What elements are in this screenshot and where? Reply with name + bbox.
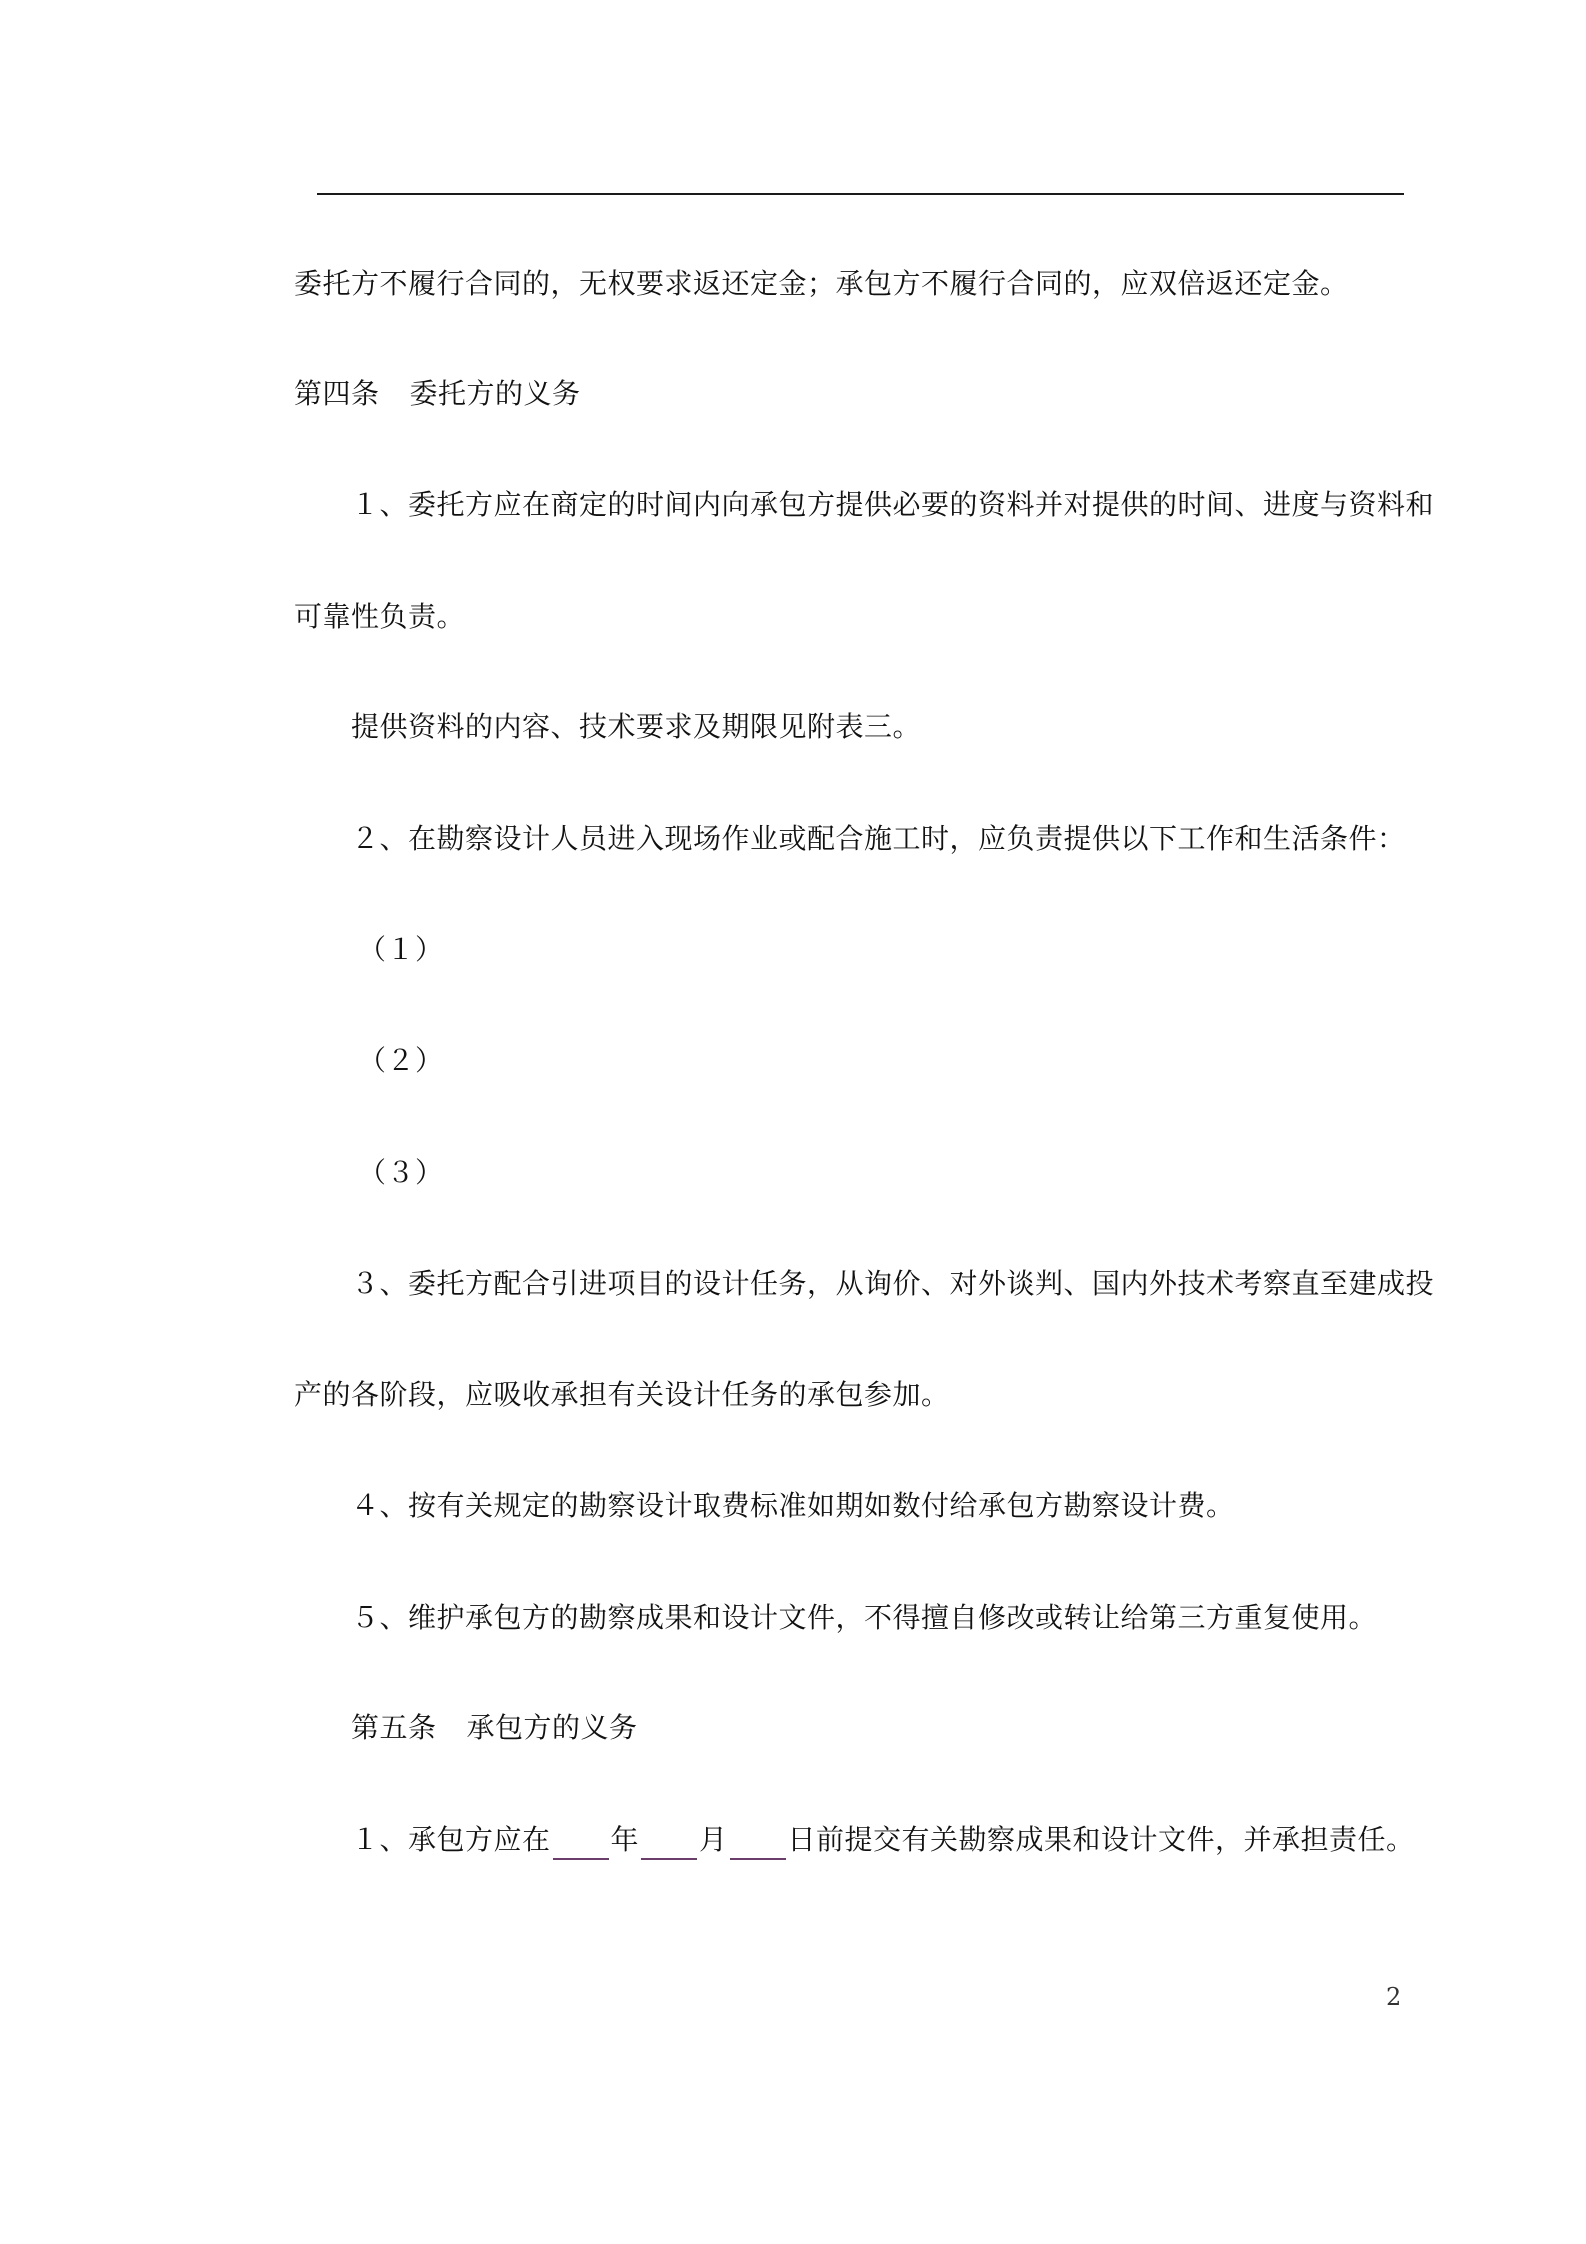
contractor-item-1	[351, 1820, 1415, 1860]
page-number: 2	[1386, 1983, 1402, 2011]
paragraph-text: 日前提交有关勘察成果和设计文件，并承担责任。	[787, 1823, 1415, 1856]
article-number: 第五条	[351, 1711, 437, 1744]
paragraph-text: 委托方不履行合同的，无权要求返还定金；承包方不履行合同的，应双倍返还定金。	[294, 267, 1349, 300]
month-label: 月	[699, 1823, 728, 1856]
paragraph-text: ２、在勘察设计人员进入现场作业或配合施工时，应负责提供以下工作和生活条件：	[351, 822, 1406, 855]
paragraph-text: 提供资料的内容、技术要求及期限见附表三。	[351, 710, 922, 743]
sub-item-label: （２）	[358, 1044, 444, 1077]
header-rule	[317, 193, 1404, 195]
sub-item-2	[358, 1041, 444, 1081]
paragraph-text: 可靠性负责。	[294, 600, 466, 633]
sub-item-1	[358, 930, 444, 970]
client-item-3-line-1	[351, 1264, 1434, 1304]
day-blank-field[interactable]	[730, 1828, 786, 1860]
client-item-4	[351, 1486, 1235, 1526]
sub-item-label: （１）	[358, 933, 444, 966]
article-number: 第四条	[294, 377, 380, 410]
client-item-1-line-1	[351, 485, 1434, 525]
month-blank-field[interactable]	[641, 1828, 697, 1860]
client-item-1-line-2	[294, 597, 465, 637]
paragraph-deposit-terms	[294, 264, 1349, 304]
client-item-3-line-2	[294, 1375, 950, 1415]
article-title: 承包方的义务	[466, 1711, 638, 1744]
paragraph-text: １、委托方应在商定的时间内向承包方提供必要的资料并对提供的时间、进度与资料和	[351, 488, 1435, 521]
paragraph-text: ３、委托方配合引进项目的设计任务，从询价、对外谈判、国内外技术考察直至建成投	[351, 1267, 1435, 1300]
paragraph-text: ４、按有关规定的勘察设计取费标准如期如数付给承包方勘察设计费。	[351, 1489, 1235, 1522]
client-item-5	[351, 1598, 1377, 1638]
paragraph-text: 产的各阶段，应吸收承担有关设计任务的承包参加。	[294, 1378, 950, 1411]
client-item-1-note	[351, 707, 921, 747]
sub-item-3	[358, 1153, 444, 1193]
year-blank-field[interactable]	[553, 1828, 609, 1860]
article-5-heading	[351, 1708, 638, 1748]
year-label: 年	[610, 1823, 640, 1856]
sub-item-label: （３）	[358, 1156, 444, 1189]
article-4-heading	[294, 374, 581, 414]
paragraph-text: ５、维护承包方的勘察成果和设计文件，不得擅自修改或转让给第三方重复使用。	[351, 1601, 1378, 1634]
client-item-2	[351, 819, 1406, 859]
article-title: 委托方的义务	[409, 377, 581, 410]
paragraph-text: １、承包方应在	[351, 1823, 551, 1856]
